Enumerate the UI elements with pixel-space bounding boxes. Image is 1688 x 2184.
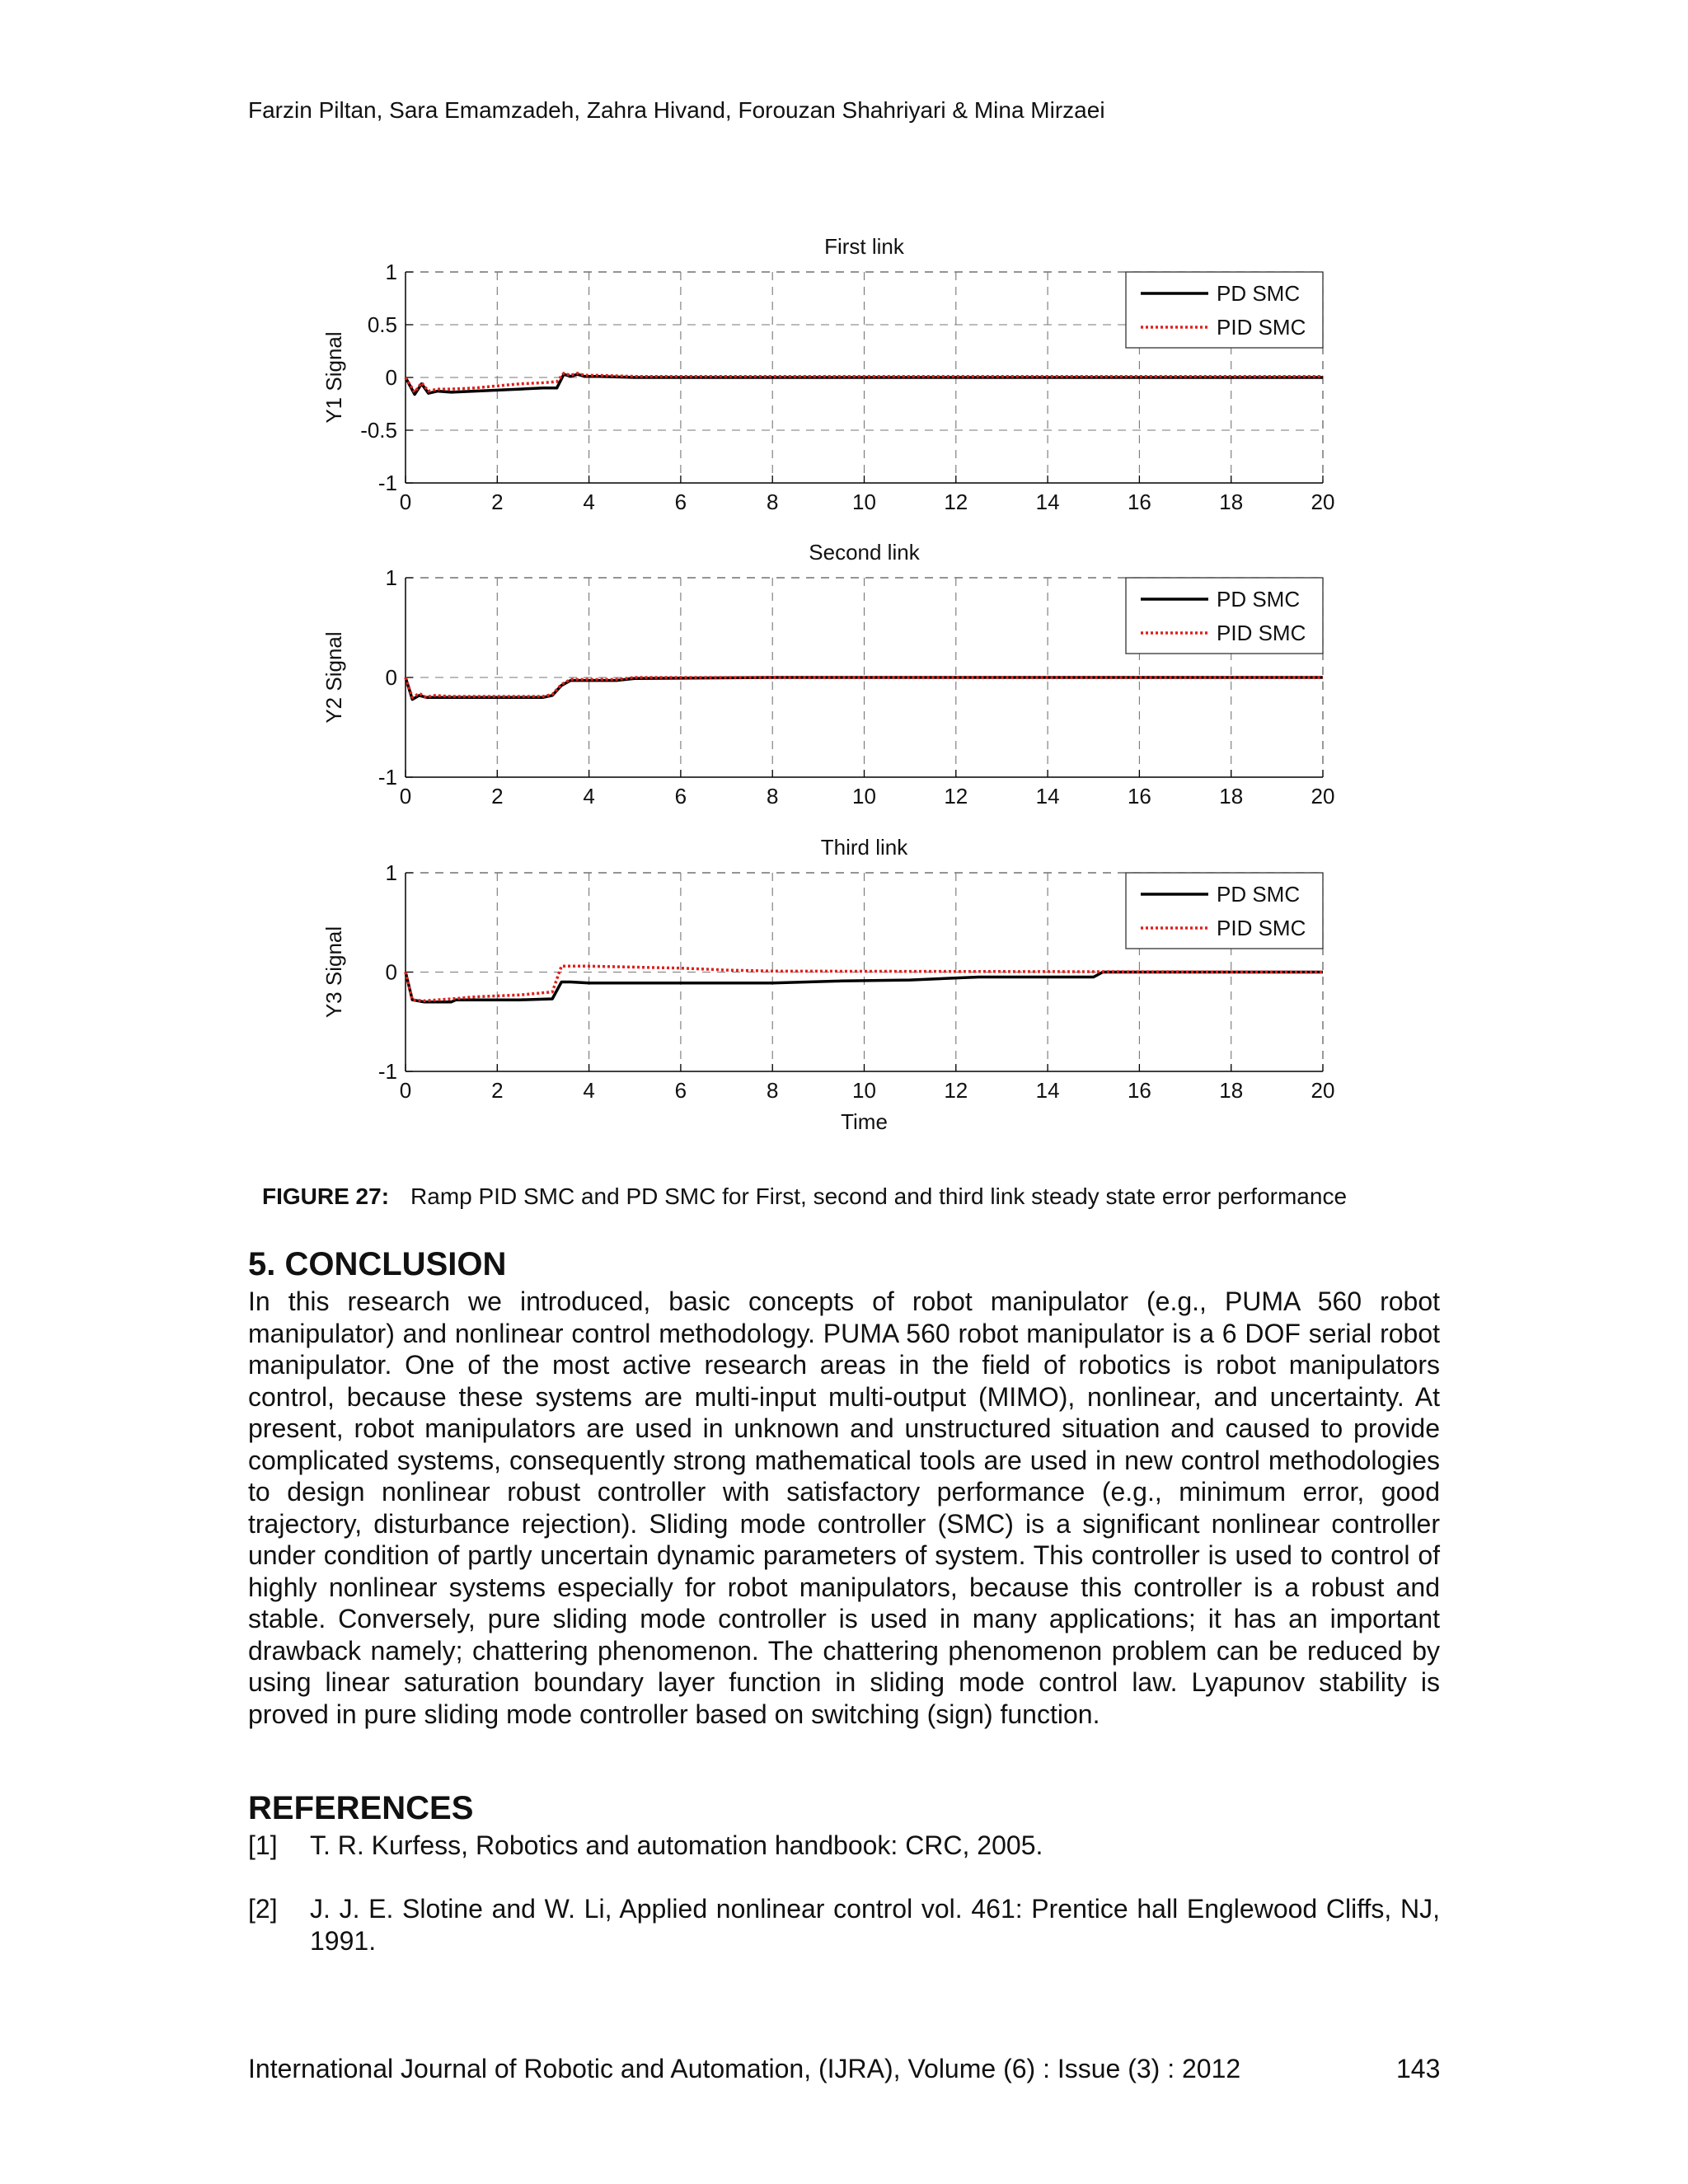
reference-text: T. R. Kurfess, Robotics and automation handbook: CRC, 2005. bbox=[310, 1830, 1043, 1860]
references-title: REFERENCES bbox=[248, 1790, 474, 1826]
conclusion-paragraph: In this research we introduced, basic concepts of robot manipulator (e.g., PUMA 560 robot manipulator) and nonlinear control methodology. PUMA 560 robot manipulator is a 6 DOF serial robot manipulator. One of the most active research areas in the field of robotics is robot manipulators control, because these systems are multi-input multi-output (MIMO), nonlinear, and uncertainty. At present, robot manipulators are used in unknown and unstructured situation and caused to provide complicated systems, consequently strong mathematical tools are used in new control methodologies to design nonlinear robust controller with satisfactory performance (e.g., minimum error, good trajectory, disturbance rejection). Sliding mode controller (SMC) is a significant nonlinear controller under condition of partly uncertain dynamic parameters of system. This controller is used to control of highly nonlinear systems especially for robot manipulators, because this controller is a robust and stable. Conversely, pure sliding mode controller is used in many applications; it has an important drawback namely; chattering phenomenon. The chattering phenomenon problem can be reduced by using linear saturation boundary layer function in sliding mode control law. Lyapunov stability is proved in pure sliding mode controller based on switching (sign) function. bbox=[248, 1286, 1440, 1729]
x-tick-label: 20 bbox=[1311, 784, 1335, 808]
reference-item bbox=[248, 1893, 1440, 1957]
reference-item bbox=[248, 1830, 1440, 1862]
legend-label: PID SMC bbox=[1217, 621, 1306, 645]
legend-label: PD SMC bbox=[1217, 587, 1301, 612]
x-tick-label: 4 bbox=[583, 1078, 595, 1103]
y-axis-label: Y1 Signal bbox=[321, 331, 346, 424]
y-tick-label: 1 bbox=[385, 860, 397, 885]
x-tick-label: 6 bbox=[674, 784, 687, 808]
running-header: Farzin Piltan, Sara Emamzadeh, Zahra Hivand, Forouzan Shahriyari & Mina Mirzaei bbox=[248, 97, 1105, 123]
x-tick-label: 6 bbox=[674, 1078, 687, 1103]
y-tick-label: 1 bbox=[385, 565, 397, 590]
figure-caption-text: Ramp PID SMC and PD SMC for First, second and third link steady state error performance bbox=[410, 1183, 1348, 1209]
x-tick-label: 20 bbox=[1311, 1078, 1335, 1103]
x-tick-label: 4 bbox=[583, 784, 595, 808]
x-tick-label: 0 bbox=[399, 1078, 412, 1103]
page-number: 143 bbox=[1396, 2054, 1441, 2083]
x-tick-label: 12 bbox=[944, 490, 968, 514]
reference-number: [2] bbox=[248, 1894, 278, 1924]
y-axis-label: Y2 Signal bbox=[321, 631, 346, 724]
x-tick-label: 4 bbox=[583, 490, 595, 514]
x-tick-label: 18 bbox=[1219, 490, 1244, 514]
x-tick-label: 0 bbox=[399, 784, 412, 808]
x-tick-label: 8 bbox=[766, 490, 779, 514]
reference-text: J. J. E. Slotine and W. Li, Applied nonlinear control vol. 461: Prentice hall Englewood Cliffs, NJ, 1991. bbox=[310, 1894, 1440, 1956]
x-tick-label: 16 bbox=[1127, 490, 1151, 514]
x-tick-label: 0 bbox=[399, 490, 412, 514]
x-tick-label: 2 bbox=[491, 784, 504, 808]
x-tick-label: 18 bbox=[1219, 784, 1244, 808]
legend-label: PD SMC bbox=[1217, 281, 1301, 306]
y-tick-label: 0 bbox=[385, 959, 397, 985]
chart-title: First link bbox=[824, 234, 904, 259]
x-tick-label: 16 bbox=[1127, 1078, 1151, 1103]
x-axis-label: Time bbox=[841, 1109, 888, 1134]
x-tick-label: 14 bbox=[1035, 490, 1060, 514]
x-tick-label: 18 bbox=[1219, 1078, 1244, 1103]
y-tick-label: 0.5 bbox=[367, 312, 397, 337]
footer-journal: International Journal of Robotic and Automation, (IJRA), Volume (6) : Issue (3) : 2012 bbox=[248, 2054, 1241, 2083]
legend-label: PID SMC bbox=[1217, 916, 1306, 940]
x-tick-label: 2 bbox=[491, 1078, 504, 1103]
y-tick-label: -1 bbox=[377, 765, 397, 790]
chart-title: Third link bbox=[820, 835, 908, 860]
x-tick-label: 10 bbox=[852, 1078, 876, 1103]
y-axis-label: Y3 Signal bbox=[321, 926, 346, 1019]
y-tick-label: 0 bbox=[385, 665, 397, 690]
x-tick-label: 14 bbox=[1035, 784, 1060, 808]
x-tick-label: 12 bbox=[944, 784, 968, 808]
legend-label: PD SMC bbox=[1217, 882, 1301, 907]
chart-title: Second link bbox=[809, 540, 920, 565]
x-tick-label: 6 bbox=[674, 490, 687, 514]
x-tick-label: 10 bbox=[852, 784, 876, 808]
x-tick-label: 16 bbox=[1127, 784, 1151, 808]
y-tick-label: -1 bbox=[377, 471, 397, 495]
x-tick-label: 12 bbox=[944, 1078, 968, 1103]
reference-number: [1] bbox=[248, 1830, 278, 1860]
x-tick-label: 20 bbox=[1311, 490, 1335, 514]
x-tick-label: 2 bbox=[491, 490, 504, 514]
y-tick-label: 1 bbox=[385, 260, 397, 284]
section-title: 5. CONCLUSION bbox=[248, 1246, 507, 1282]
x-tick-label: 14 bbox=[1035, 1078, 1060, 1103]
x-tick-label: 10 bbox=[852, 490, 876, 514]
x-tick-label: 8 bbox=[766, 784, 779, 808]
y-tick-label: -1 bbox=[377, 1059, 397, 1084]
x-tick-label: 8 bbox=[766, 1078, 779, 1103]
y-tick-label: -0.5 bbox=[360, 418, 397, 443]
figure-label: FIGURE 27: bbox=[262, 1183, 390, 1209]
figure-caption bbox=[262, 1183, 1347, 1210]
legend-label: PID SMC bbox=[1217, 315, 1306, 340]
y-tick-label: 0 bbox=[385, 365, 397, 390]
